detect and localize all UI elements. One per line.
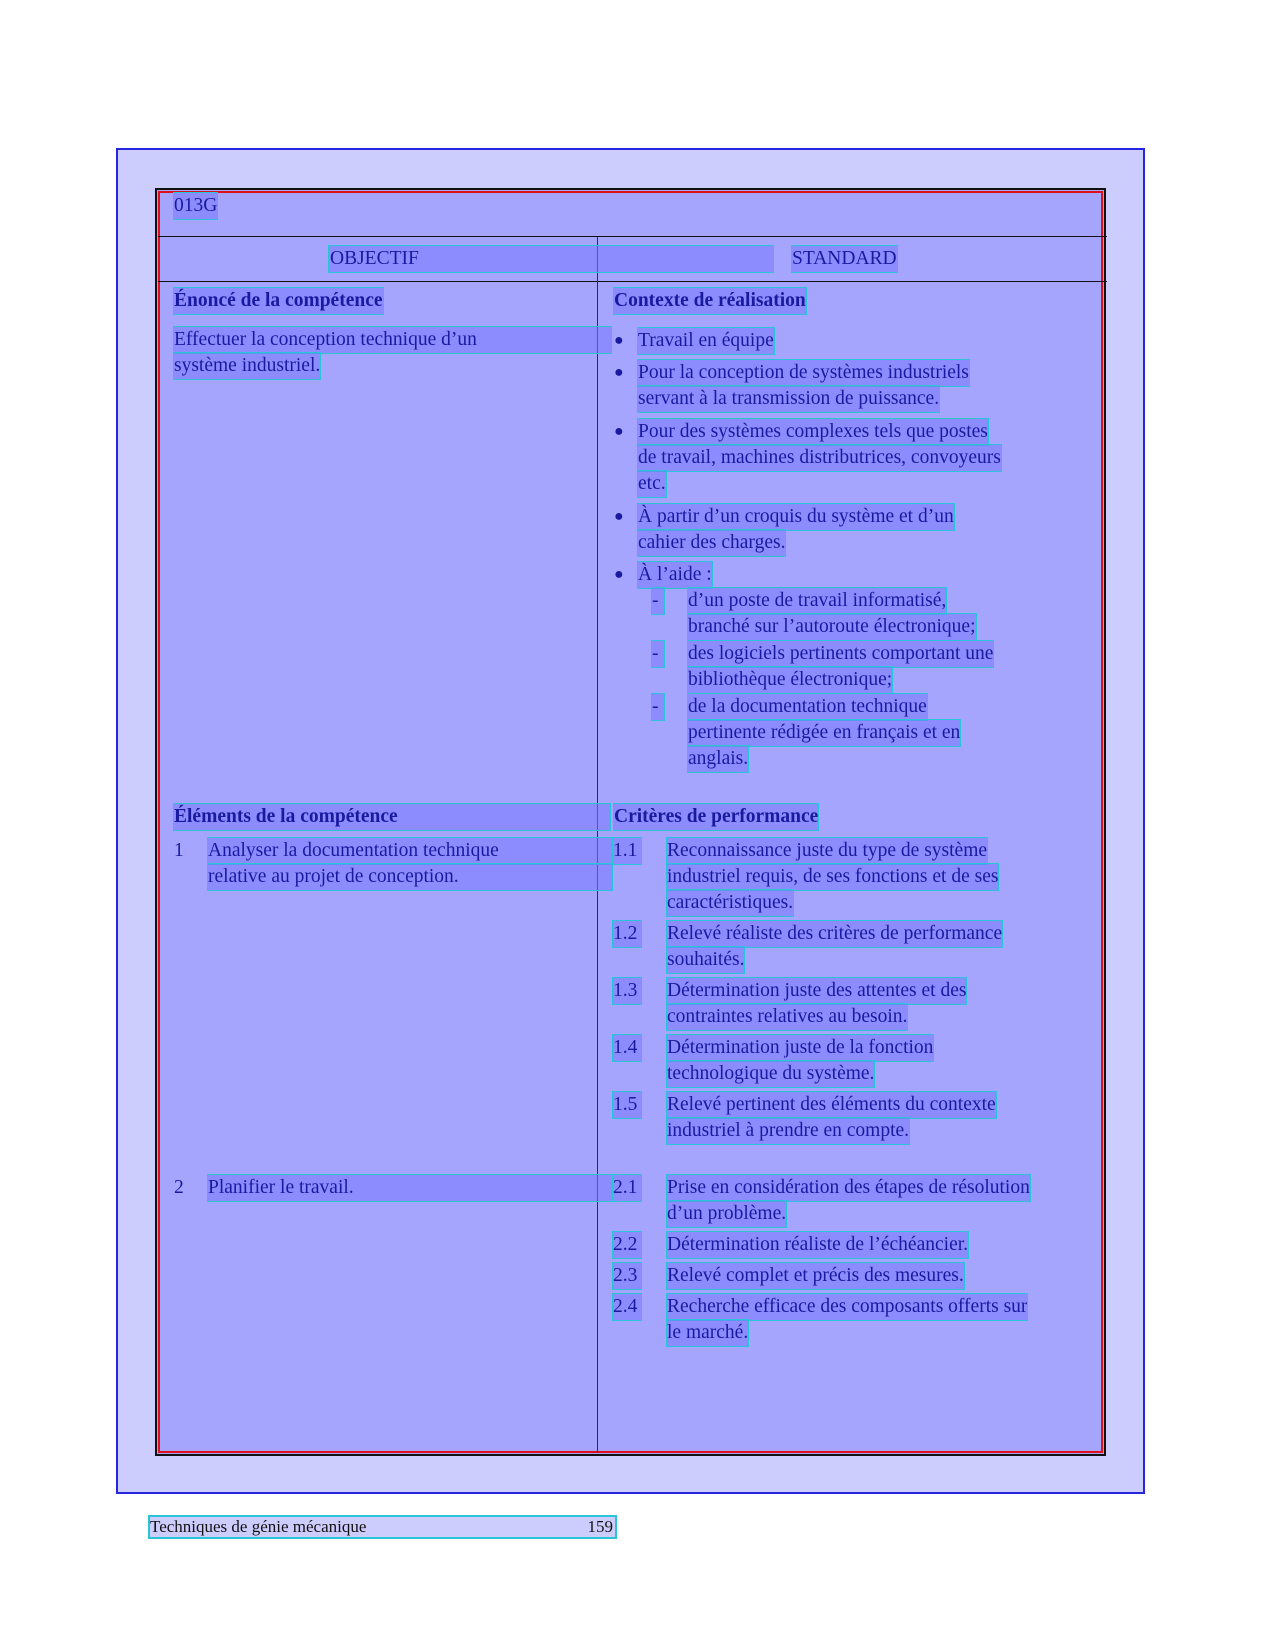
enonce-line: Effectuer la conception technique d’un xyxy=(174,327,611,353)
critere-line: Détermination juste de la fonction xyxy=(667,1035,933,1061)
contexte-line: Pour des systèmes complexes tels que postes xyxy=(638,419,988,445)
critere-line: contraintes relatives au besoin. xyxy=(667,1004,907,1030)
aide-line: pertinente rédigée en français et en xyxy=(688,720,960,746)
critere-line: Détermination réaliste de l’échéancier. xyxy=(667,1232,968,1258)
elements-title: Éléments de la compétence xyxy=(174,804,610,830)
aide-line: des logiciels pertinents comportant une xyxy=(688,641,993,667)
objectif-header xyxy=(329,246,773,272)
enonce-title: Énoncé de la compétence xyxy=(174,288,383,314)
footer-title: Techniques de génie mécanique xyxy=(150,1517,367,1536)
element-line: Analyser la documentation technique xyxy=(208,838,612,864)
objectif-header-label: OBJECTIF xyxy=(330,248,419,269)
critere-line: Relevé pertinent des éléments du contexte xyxy=(667,1092,996,1118)
element-line: Planifier le travail. xyxy=(208,1175,612,1201)
critere-number: 1.4 xyxy=(613,1035,641,1061)
critere-number: 1.5 xyxy=(613,1092,641,1118)
critere-number: 2.2 xyxy=(613,1232,641,1258)
header-divider-top xyxy=(158,236,1107,237)
critere-line: Relevé complet et précis des mesures. xyxy=(667,1263,964,1289)
contexte-line: À l’aide : xyxy=(638,562,712,588)
critere-line: Relevé réaliste des critères de performance xyxy=(667,921,1002,947)
critere-number: 2.3 xyxy=(613,1263,641,1289)
critere-line: Recherche efficace des composants offerts sur xyxy=(667,1294,1027,1320)
critere-number: 1.3 xyxy=(613,978,641,1004)
bullet-icon: ● xyxy=(614,508,624,525)
critere-line: industriel à prendre en compte. xyxy=(667,1118,909,1144)
critere-number: 1.1 xyxy=(613,838,641,864)
contexte-line: de travail, machines distributrices, convoyeurs xyxy=(638,445,1001,471)
critere-number: 1.2 xyxy=(613,921,641,947)
contexte-line: servant à la transmission de puissance. xyxy=(638,386,939,412)
critere-line: souhaités. xyxy=(667,947,744,973)
page-footer xyxy=(150,1517,615,1537)
critere-line: industriel requis, de ses fonctions et de ses xyxy=(667,864,998,890)
competence-code: 013G xyxy=(174,193,217,219)
enonce-line: système industriel. xyxy=(174,353,320,379)
bullet-icon: ● xyxy=(614,364,624,381)
critere-line: Reconnaissance juste du type de système xyxy=(667,838,987,864)
aide-line: de la documentation technique xyxy=(688,694,927,720)
dash-icon: - xyxy=(652,694,664,720)
critere-line: le marché. xyxy=(667,1320,748,1346)
aide-line: bibliothèque électronique; xyxy=(688,667,892,693)
critere-number: 2.1 xyxy=(613,1175,641,1201)
bullet-icon: ● xyxy=(614,423,624,440)
element-line: relative au projet de conception. xyxy=(208,864,612,890)
critere-line: caractéristiques. xyxy=(667,890,793,916)
page-number: 159 xyxy=(587,1517,613,1536)
contexte-line: À partir d’un croquis du système et d’un xyxy=(638,504,954,530)
contexte-title: Contexte de réalisation xyxy=(614,288,806,314)
aide-line: d’un poste de travail informatisé, xyxy=(688,588,946,614)
dash-icon: - xyxy=(652,641,664,667)
standard-header: STANDARD xyxy=(792,246,897,272)
critere-line: Prise en considération des étapes de résolution xyxy=(667,1175,1030,1201)
criteres-title: Critères de performance xyxy=(614,804,818,830)
contexte-line: Travail en équipe xyxy=(638,328,774,354)
header-divider-bottom xyxy=(158,281,1107,282)
critere-line: technologique du système. xyxy=(667,1061,874,1087)
contexte-line: cahier des charges. xyxy=(638,530,785,556)
contexte-line: etc. xyxy=(638,471,666,497)
contexte-line: Pour la conception de systèmes industriels xyxy=(638,360,969,386)
critere-line: d’un problème. xyxy=(667,1201,786,1227)
aide-line: branché sur l’autoroute électronique; xyxy=(688,614,976,640)
critere-number: 2.4 xyxy=(613,1294,641,1320)
aide-line: anglais. xyxy=(688,746,748,772)
dash-icon: - xyxy=(652,588,664,614)
element-number: 2 xyxy=(174,1177,184,1198)
critere-line: Détermination juste des attentes et des xyxy=(667,978,966,1004)
bullet-icon: ● xyxy=(614,332,624,349)
element-number: 1 xyxy=(174,840,184,861)
bullet-icon: ● xyxy=(614,566,624,583)
